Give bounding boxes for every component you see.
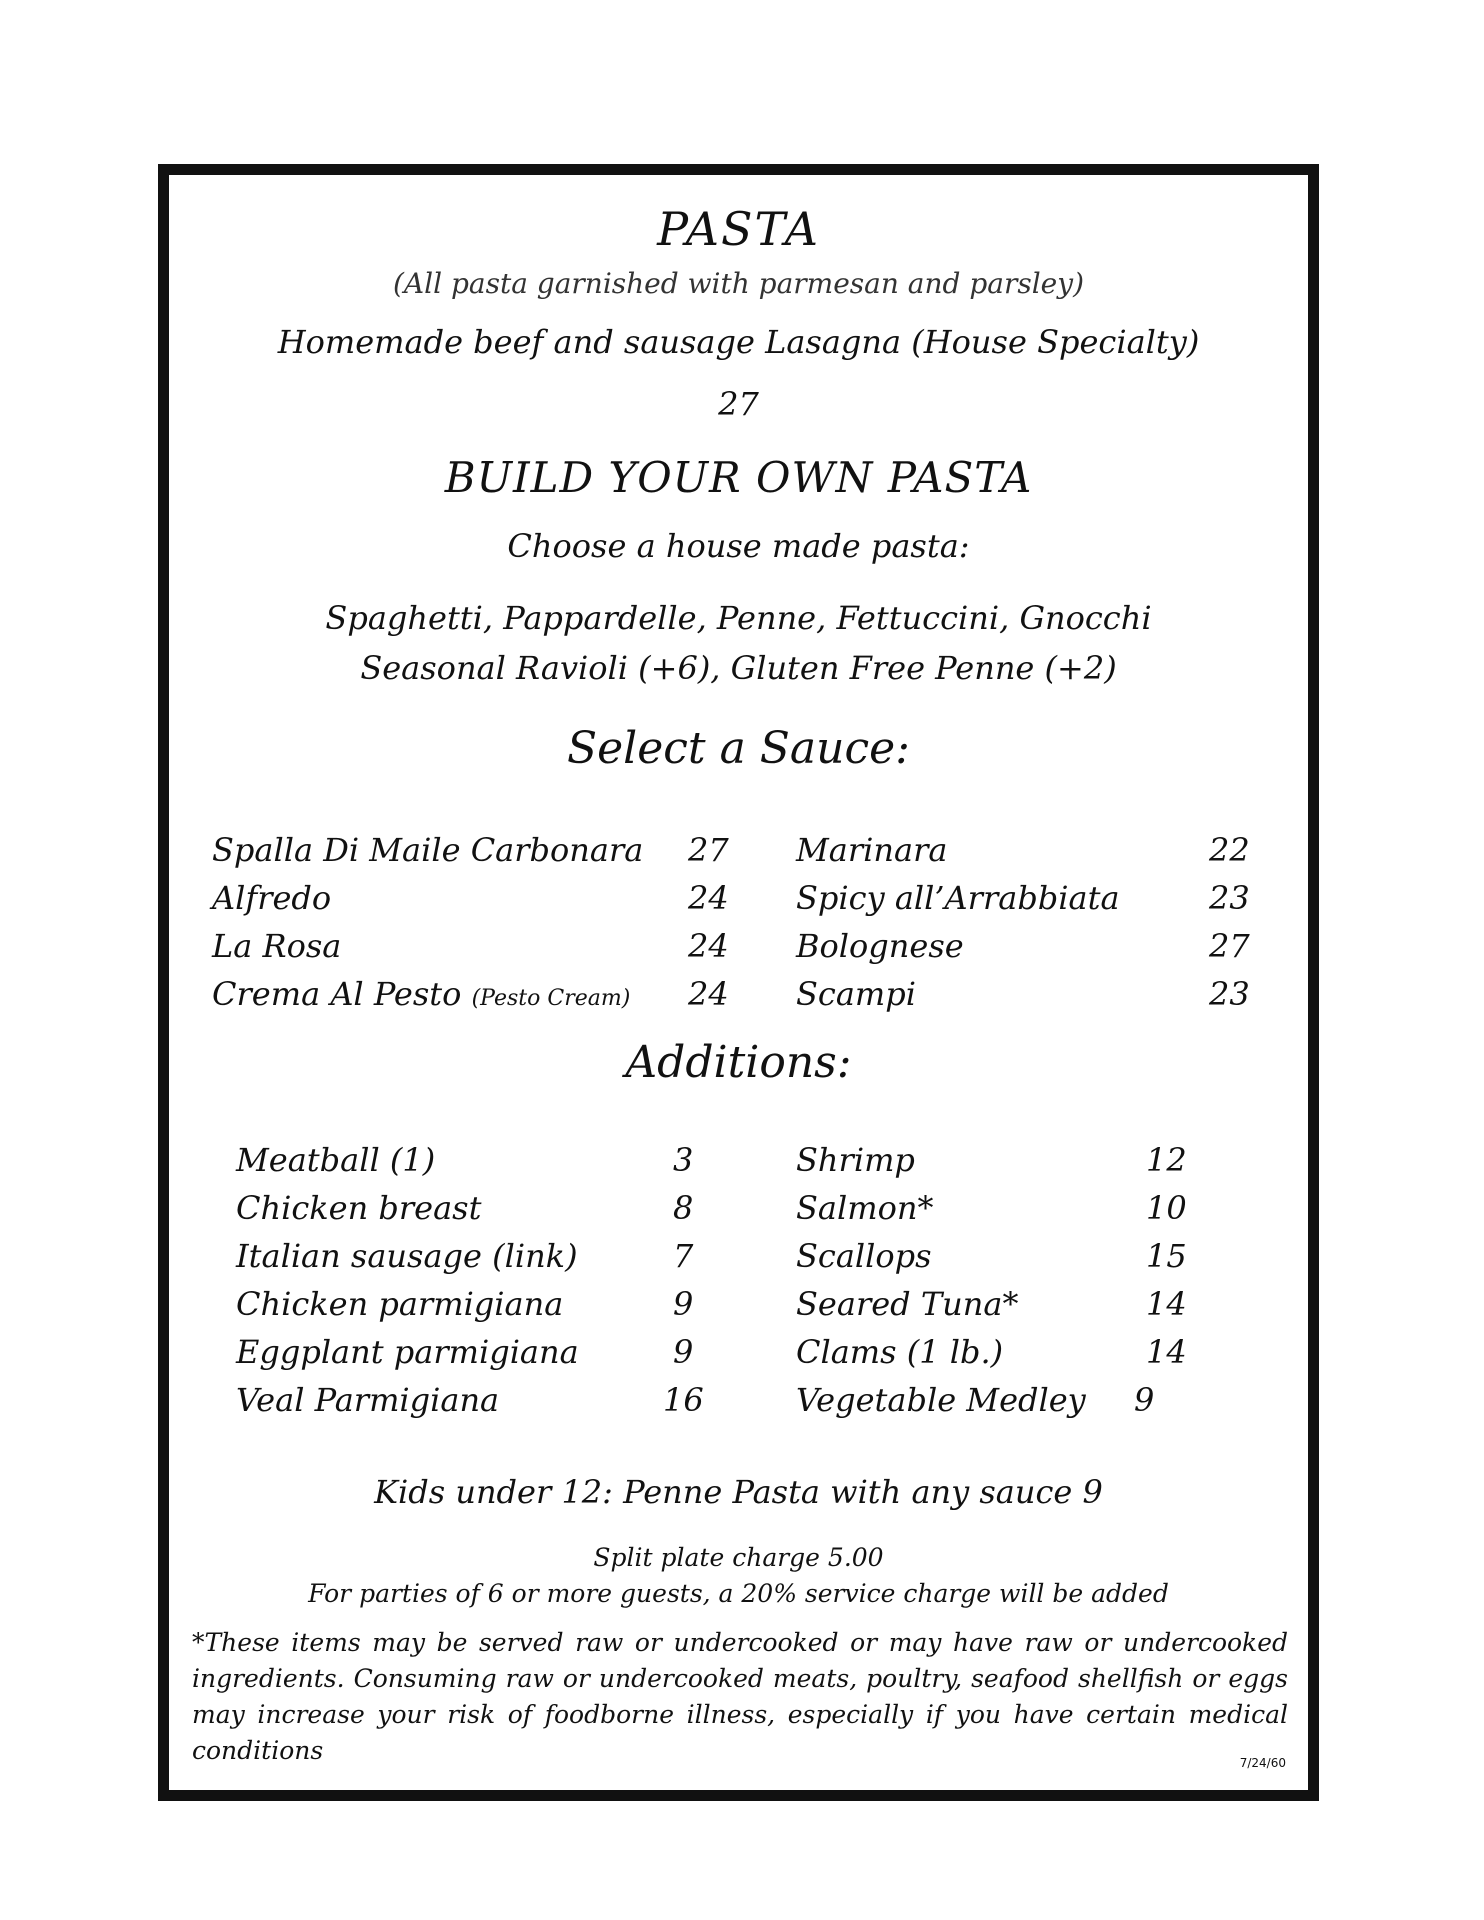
- addition-name: Seared Tuna*: [796, 1285, 1019, 1323]
- pasta-options-line-1: Spaghetti, Pappardelle, Penne, Fettuccini, Gnocchi: [325, 599, 1152, 637]
- menu-subtitle: (All pasta garnished with parmesan and parsley): [393, 267, 1084, 300]
- sauce-name: Crema Al Pesto: [212, 975, 462, 1013]
- addition-price: 15: [1146, 1237, 1187, 1275]
- raw-food-disclaimer: *These items may be served raw or undercooked or may have raw or undercooked ingredients. Consuming raw or undercooked meats, poultry, seafood shellfish or eggs may increase your risk of foodborne illness, especially if you have certain medical conditions: [192, 1628, 1288, 1765]
- sauce-price: 23: [1209, 879, 1250, 917]
- house-specialty-price: 27: [718, 385, 759, 423]
- sauce-price: 24: [688, 927, 729, 965]
- addition-price: 9: [673, 1333, 694, 1371]
- addition-price: 7: [673, 1237, 694, 1275]
- sauce-price: 27: [688, 831, 729, 869]
- build-your-own-title: BUILD YOUR OWN PASTA: [444, 453, 1033, 502]
- kids-menu-line: Kids under 12: Penne Pasta with any sauce 9: [374, 1473, 1103, 1511]
- additions-section-title: Additions:: [625, 1037, 852, 1088]
- sauce-price: 27: [1209, 927, 1250, 965]
- sauce-price: 22: [1209, 831, 1250, 869]
- addition-name: Scallops: [796, 1237, 932, 1275]
- sauce-name: Spicy all’Arrabbiata: [796, 879, 1120, 917]
- sauce-name: Bolognese: [796, 927, 964, 965]
- service-charge-note: For parties of 6 or more guests, a 20% service charge will be added: [308, 1579, 1169, 1608]
- sauce-note: (Pesto Cream): [471, 986, 631, 1011]
- addition-price: 12: [1146, 1141, 1187, 1179]
- addition-price: 8: [673, 1189, 694, 1227]
- addition-price: 9: [673, 1285, 694, 1323]
- split-plate-charge: Split plate charge 5.00: [593, 1543, 884, 1572]
- sauce-name: Marinara: [796, 831, 948, 869]
- addition-name: Meatball (1): [236, 1141, 436, 1179]
- addition-price: 9: [1134, 1381, 1155, 1419]
- addition-name: Shrimp: [796, 1141, 915, 1179]
- addition-name: Vegetable Medley: [796, 1381, 1086, 1419]
- sauce-section-title: Select a Sauce:: [566, 723, 911, 774]
- addition-name: Eggplant parmigiana: [236, 1333, 579, 1371]
- addition-price: 10: [1146, 1189, 1187, 1227]
- sauce-price: 23: [1209, 975, 1250, 1013]
- sauce-name: Alfredo: [212, 879, 332, 917]
- addition-name: Chicken breast: [236, 1189, 482, 1227]
- addition-name: Italian sausage (link): [236, 1237, 578, 1275]
- addition-price: 14: [1146, 1285, 1187, 1323]
- revision-date: 7/24/60: [1239, 1756, 1286, 1770]
- addition-price: 3: [673, 1141, 694, 1179]
- choose-pasta-label: Choose a house made pasta:: [507, 527, 970, 565]
- addition-name: Chicken parmigiana: [236, 1285, 564, 1323]
- addition-name: Veal Parmigiana: [236, 1381, 500, 1419]
- addition-price: 16: [663, 1381, 704, 1419]
- pasta-options-line-2: Seasonal Ravioli (+6), Gluten Free Penne (+2): [360, 649, 1117, 687]
- addition-price: 14: [1146, 1333, 1187, 1371]
- sauce-price: 24: [688, 879, 729, 917]
- sauce-name: Scampi: [796, 975, 916, 1013]
- addition-name: Salmon*: [796, 1189, 934, 1227]
- sauce-name: La Rosa: [212, 927, 342, 965]
- sauce-price: 24: [688, 975, 729, 1013]
- addition-name: Clams (1 lb.): [796, 1333, 1004, 1371]
- sauce-name: Spalla Di Maile Carbonara: [212, 831, 644, 869]
- house-specialty: Homemade beef and sausage Lasagna (House Specialty): [277, 323, 1200, 361]
- menu-frame: [158, 164, 1319, 1801]
- menu-title: PASTA: [657, 202, 820, 256]
